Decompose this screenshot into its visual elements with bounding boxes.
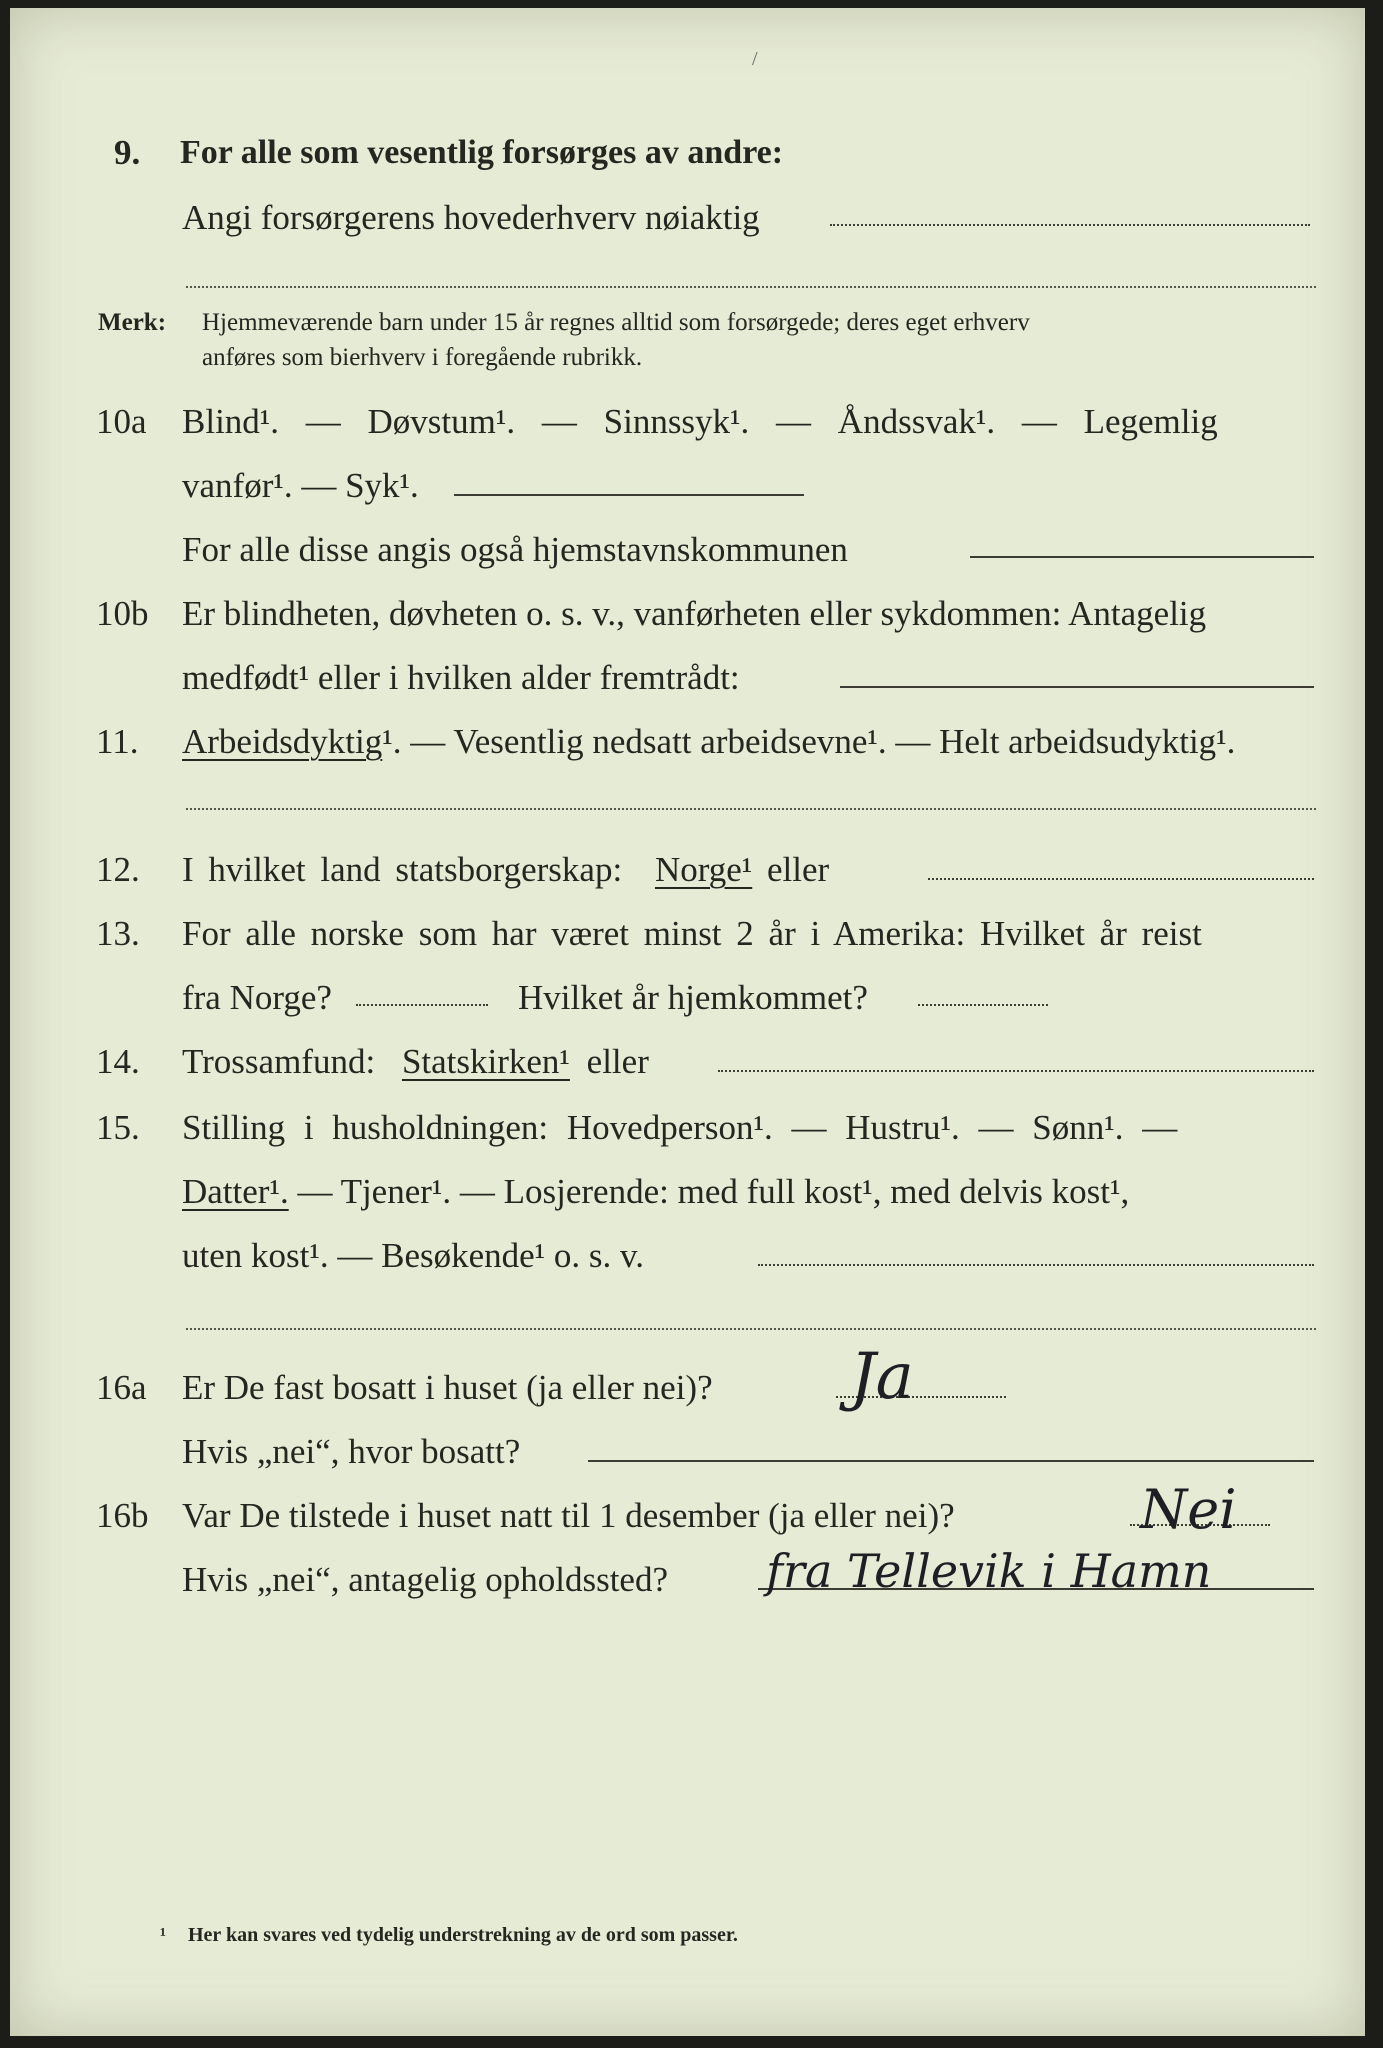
q15-number: 15. [96,1108,140,1147]
q9-separator [186,286,1316,288]
q12-text [182,850,829,890]
q16b-number: 16b [96,1496,149,1535]
q12-answer-line[interactable] [928,878,1314,880]
q13-line1: For alle norske som har været minst 2 år i Amerika: Hvilket år reist [182,914,1202,953]
q10a-home-municipality-line[interactable] [970,556,1314,558]
q10b-line2: medfødt¹ eller i hvilken alder fremtrådt: [182,658,740,697]
q14-number: 14. [96,1042,140,1081]
q12-tail: eller [767,850,830,889]
q16a-line1: Er De fast bosatt i huset (ja eller nei)? [182,1368,713,1407]
q10a-sick-answer-line[interactable] [454,494,804,496]
q15-line2-rest: — Tjener¹. — Losjerende: med full kost¹, med delvis kost¹, [297,1172,1130,1211]
q10b-line1: Er blindheten, døvheten o. s. v., vanførheten eller sykdommen: Antagelig [182,594,1207,633]
q15-answer-line[interactable] [758,1264,1314,1266]
merk-line1: Hjemmeværende barn under 15 år regnes alltid som forsørgede; deres eget erhverv [202,309,1030,336]
q10a-line1: Blind¹. — Døvstum¹. — Sinnssyk¹. — Åndssvak¹. — Legemlig [182,402,1218,441]
q10a-line2: vanfør¹. — Syk¹. [182,466,419,505]
q15-line2 [182,1172,1129,1212]
q16b-line2: Hvis „nei“, antagelig opholdssted? [182,1560,668,1599]
q9-text: Angi forsørgerens hovederhverv nøiaktig [182,198,760,237]
pencil-mark: / [752,48,758,70]
q12-question: I hvilket land statsborgerskap: [182,850,623,889]
q14-answer-line[interactable] [718,1070,1314,1072]
footnote-mark: ¹ [160,1924,166,1946]
q13-line2a: fra Norge? [182,978,332,1017]
q11-option-selected[interactable]: Arbeidsdyktig [182,722,383,761]
q9-answer-line[interactable] [830,224,1310,226]
q12-number: 12. [96,850,140,889]
q13-line2b: Hvilket år hjemkommet? [518,978,868,1017]
q16a-residence-line[interactable] [588,1460,1314,1462]
q15-line3: uten kost¹. — Besøkende¹ o. s. v. [182,1236,645,1275]
q16b-line1: Var De tilstede i huset natt til 1 desember (ja eller nei)? [182,1496,955,1535]
q15-line1: Stilling i husholdningen: Hovedperson¹. — Hustru¹. — Sønn¹. — [182,1108,1178,1147]
q15-option-selected[interactable]: Datter¹. [182,1172,289,1211]
q10b-answer-line[interactable] [840,686,1314,688]
q14-text [182,1042,649,1082]
q16b-handwritten-whereabouts: fra Tellevik i Hamn [766,1544,1212,1598]
q16a-handwritten-answer: Ja [850,1340,914,1414]
census-form-page [10,8,1365,2036]
q9-title: For alle som vesentlig forsørges av andre: [180,134,784,171]
q13-return-year-line[interactable] [918,1004,1048,1006]
q16a-line2: Hvis „nei“, hvor bosatt? [182,1432,521,1471]
q14-tail: eller [586,1042,649,1081]
q14-option-selected[interactable]: Statskirken¹ [401,1042,570,1081]
q15-separator [186,1328,1316,1330]
q11-options [182,722,1235,762]
q11-option-rest: ¹. — Vesentlig nedsatt arbeidsevne¹. — Helt arbeidsudyktig¹. [382,722,1236,761]
q10a-line3: For alle disse angis også hjemstavnskommunen [182,530,848,569]
footnote-text: Her kan svares ved tydelig understrekning av de ord som passer. [188,1924,738,1946]
q11-number: 11. [96,722,139,761]
merk-line2: anføres som bierhverv i foregående rubrikk. [202,344,643,371]
q10a-number: 10a [96,402,147,441]
q13-departure-year-line[interactable] [356,1004,488,1006]
q14-question: Trossamfund: [182,1042,376,1081]
merk-label: Merk: [98,309,167,336]
q16b-handwritten-answer: Nei [1140,1478,1237,1541]
q9-number: 9. [114,133,141,172]
q13-number: 13. [96,914,140,953]
q11-separator [186,808,1316,810]
q10b-number: 10b [96,594,149,633]
q16a-number: 16a [96,1368,147,1407]
q12-option-selected[interactable]: Norge¹ [654,850,753,889]
